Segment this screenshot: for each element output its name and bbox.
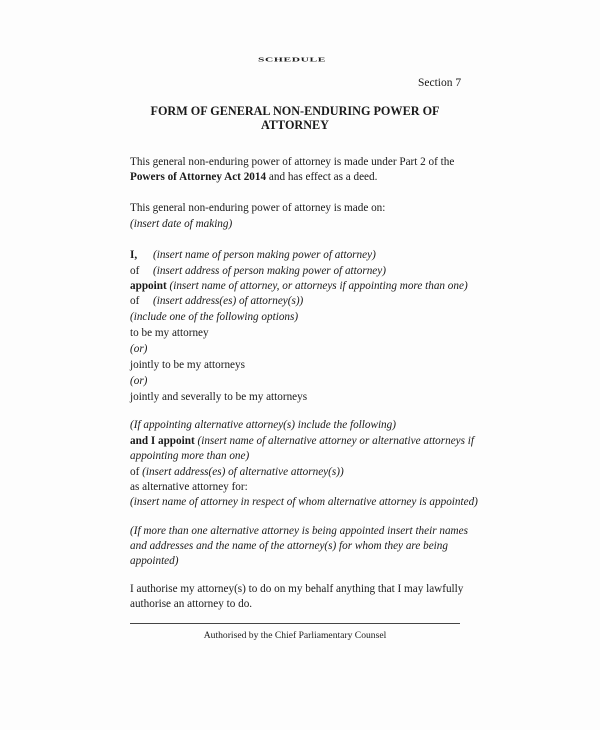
of2-label: of: [130, 295, 140, 307]
of3-prefix: of: [130, 466, 143, 478]
and-i-appoint-line: [130, 434, 474, 448]
of3-insert: (insert address(es) of alternative attorney(s)): [142, 466, 344, 478]
footer-text: Authorised by the Chief Parliamentary Counsel: [203, 630, 387, 641]
intro-line-2: [130, 170, 377, 184]
option-jointly: jointly to be my attorneys: [130, 359, 245, 371]
appoint-label: appoint: [130, 280, 167, 292]
if-more-line-3: appointed): [130, 555, 179, 567]
made-on-line: This general non-enduring power of attorney is made on:: [130, 202, 386, 214]
intro-line-1: This general non-enduring power of attorney is made under Part 2 of the: [130, 156, 455, 168]
of3-line: [130, 465, 344, 479]
intro-line-2-rest: and has effect as a deed.: [266, 171, 378, 183]
authorise-line-1: I authorise my attorney(s) to do on my behalf anything that I may lawfully: [130, 583, 464, 595]
i-label: I,: [130, 249, 138, 261]
i-insert: (insert name of person making power of attorney): [153, 249, 376, 261]
authorise-line-2: authorise an attorney to do.: [130, 598, 253, 610]
form-title-line-2: ATTORNEY: [261, 118, 329, 132]
if-more-line-1: (If more than one alternative attorney is being appointed insert their names: [130, 525, 468, 537]
as-alternative: as alternative attorney for:: [130, 481, 248, 493]
of2-insert: (insert address(es) of attorney(s)): [153, 295, 304, 307]
appoint-insert: (insert name of attorney, or attorneys if appointing more than one): [166, 280, 468, 292]
insert-name-respect: (insert name of attorney in respect of whom alternative attorney is appointed): [130, 496, 478, 508]
and-i-appoint-insert-2: appointing more than one): [130, 450, 250, 462]
if-alternative: (If appointing alternative attorney(s) include the following): [130, 419, 396, 431]
form-title-line-1: FORM OF GENERAL NON-ENDURING POWER OF: [150, 104, 440, 118]
or-1: (or): [130, 343, 148, 355]
and-i-appoint-insert: (insert name of alternative attorney or alternative attorneys if: [194, 435, 475, 447]
of-label: of: [130, 265, 140, 277]
of-insert: (insert address of person making power of attorney): [153, 265, 386, 277]
insert-date: (insert date of making): [130, 218, 233, 230]
and-i-appoint-label: and I appoint: [130, 435, 195, 447]
section-number: Section 7: [418, 77, 462, 89]
act-name: Powers of Attorney Act 2014: [130, 171, 267, 183]
schedule-heading: SCHEDULE: [258, 56, 327, 64]
option-jointly-severally: jointly and severally to be my attorneys: [130, 391, 308, 403]
option-to-be-attorney: to be my attorney: [130, 327, 209, 339]
appoint-line: [130, 279, 468, 293]
footer-divider: [130, 623, 460, 624]
include-options: (include one of the following options): [130, 311, 299, 323]
if-more-line-2: and addresses and the name of the attorney(s) for whom they are being: [130, 540, 448, 552]
or-2: (or): [130, 375, 148, 387]
